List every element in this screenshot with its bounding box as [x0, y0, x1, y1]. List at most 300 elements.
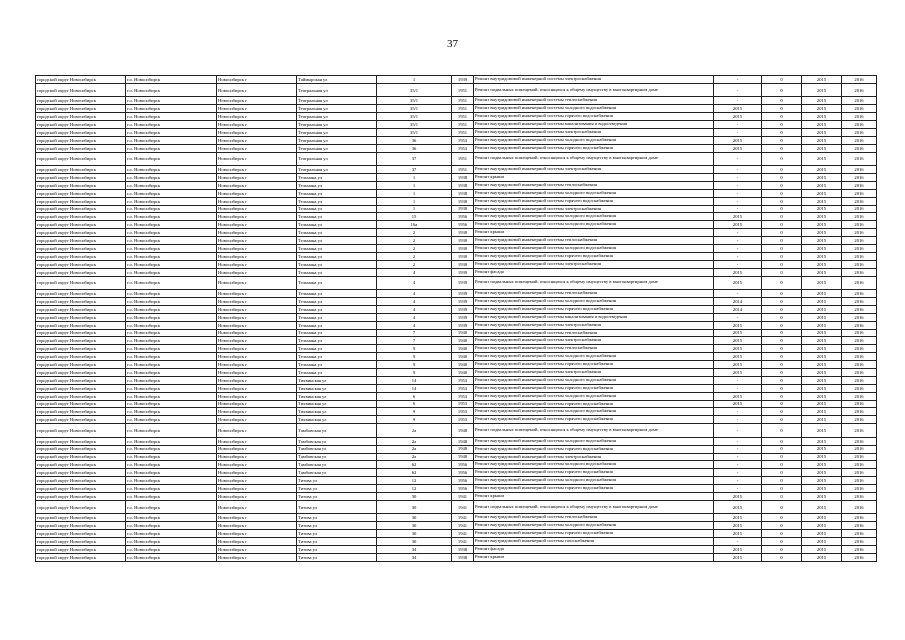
work-type-cell: Ремонт внутридомовой инженерной системы холодного водоснабжения	[474, 213, 714, 221]
start-year-cell: 2015	[802, 97, 842, 105]
amount-cell: 0	[762, 416, 802, 424]
build-year-cell: 1941	[452, 530, 474, 538]
plan-year-cell: 2015	[714, 400, 762, 408]
amount-cell: 0	[762, 424, 802, 438]
start-year-cell: 2015	[802, 197, 842, 205]
district-cell: городской округ Новосибирск	[36, 136, 126, 144]
build-year-cell: 1939	[452, 76, 474, 84]
district-cell: городской округ Новосибирск	[36, 174, 126, 182]
build-year-cell: 1940	[452, 353, 474, 361]
street-cell: Театральная ул	[297, 166, 377, 174]
end-year-cell: 2016	[842, 128, 877, 136]
street-cell: Тельмана ул	[297, 245, 377, 253]
end-year-cell: 2016	[842, 252, 877, 260]
city-cell: Новосибирск г	[217, 384, 297, 392]
work-type-cell: Ремонт внутридомовой инженерной системы горячего водоснабжения	[474, 361, 714, 369]
end-year-cell: 2016	[842, 268, 877, 276]
city-cell: Новосибирск г	[217, 197, 297, 205]
end-year-cell: 2016	[842, 530, 877, 538]
table-row	[36, 416, 877, 424]
end-year-cell: 2016	[842, 353, 877, 361]
city-cell: Новосибирск г	[217, 313, 297, 321]
house-number-cell: 35/1	[377, 121, 452, 129]
table-row	[36, 229, 877, 237]
district-cell: городской округ Новосибирск	[36, 221, 126, 229]
street-cell: Тельмана ул	[297, 345, 377, 353]
city-cell: Новосибирск г	[217, 538, 297, 546]
start-year-cell: 2015	[802, 345, 842, 353]
house-number-cell: 6	[377, 400, 452, 408]
start-year-cell: 2015	[802, 437, 842, 445]
start-year-cell: 2015	[802, 445, 842, 453]
district-cell: городской округ Новосибирск	[36, 400, 126, 408]
start-year-cell: 2015	[802, 361, 842, 369]
amount-cell: 0	[762, 321, 802, 329]
end-year-cell: 2016	[842, 97, 877, 105]
house-number-cell: 2а	[377, 453, 452, 461]
city-cell: Новосибирск г	[217, 469, 297, 477]
start-year-cell: 2015	[802, 152, 842, 166]
amount-cell: 0	[762, 553, 802, 561]
municipality-cell: г.о. Новосибирск	[126, 297, 217, 305]
build-year-cell: 1948	[452, 445, 474, 453]
end-year-cell: 2016	[842, 221, 877, 229]
plan-year-cell: -	[714, 313, 762, 321]
build-year-cell: 1951	[452, 128, 474, 136]
build-year-cell: 1941	[452, 522, 474, 530]
district-cell: городской округ Новосибирск	[36, 213, 126, 221]
municipality-cell: г.о. Новосибирск	[126, 361, 217, 369]
plan-year-cell: -	[714, 152, 762, 166]
district-cell: городской округ Новосибирск	[36, 353, 126, 361]
district-cell: городской округ Новосибирск	[36, 252, 126, 260]
end-year-cell: 2016	[842, 197, 877, 205]
build-year-cell: 1956	[452, 477, 474, 485]
district-cell: городской округ Новосибирск	[36, 321, 126, 329]
start-year-cell: 2015	[802, 538, 842, 546]
end-year-cell: 2016	[842, 329, 877, 337]
city-cell: Новосибирск г	[217, 213, 297, 221]
municipality-cell: г.о. Новосибирск	[126, 492, 217, 500]
page-number: 37	[447, 38, 458, 50]
city-cell: Новосибирск г	[217, 136, 297, 144]
house-number-cell: 9	[377, 345, 452, 353]
start-year-cell: 2015	[802, 245, 842, 253]
city-cell: Новосибирск г	[217, 492, 297, 500]
start-year-cell: 2015	[802, 276, 842, 290]
street-cell: Титова ул	[297, 522, 377, 530]
plan-year-cell: 2015	[714, 530, 762, 538]
work-type-cell: Ремонт внутридомовой инженерной системы электроснабжения	[474, 260, 714, 268]
street-cell: Таймырская ул	[297, 76, 377, 84]
work-type-cell: Ремонт внутридомовой инженерной системы горячего водоснабжения	[474, 384, 714, 392]
city-cell: Новосибирск г	[217, 437, 297, 445]
start-year-cell: 2015	[802, 337, 842, 345]
amount-cell: 0	[762, 477, 802, 485]
street-cell: Тельмана ул	[297, 297, 377, 305]
house-number-cell: 7	[377, 329, 452, 337]
plan-year-cell: 2015	[714, 329, 762, 337]
municipality-cell: г.о. Новосибирск	[126, 538, 217, 546]
build-year-cell: 1953	[452, 408, 474, 416]
build-year-cell: 1951	[452, 97, 474, 105]
amount-cell: 0	[762, 469, 802, 477]
end-year-cell: 2016	[842, 181, 877, 189]
street-cell: Тамбовская ул	[297, 424, 377, 438]
street-cell: Тамбовская ул	[297, 445, 377, 453]
amount-cell: 0	[762, 189, 802, 197]
plan-year-cell: 2014	[714, 305, 762, 313]
district-cell: городской округ Новосибирск	[36, 205, 126, 213]
build-year-cell: 1938	[452, 229, 474, 237]
start-year-cell: 2015	[802, 530, 842, 538]
district-cell: городской округ Новосибирск	[36, 105, 126, 113]
start-year-cell: 2015	[802, 268, 842, 276]
amount-cell: 0	[762, 353, 802, 361]
work-type-cell: Ремонт фасада	[474, 545, 714, 553]
amount-cell: 0	[762, 297, 802, 305]
plan-year-cell: -	[714, 290, 762, 298]
city-cell: Новосибирск г	[217, 76, 297, 84]
build-year-cell: 1938	[452, 252, 474, 260]
amount-cell: 0	[762, 361, 802, 369]
street-cell: Тамбовская ул	[297, 437, 377, 445]
end-year-cell: 2016	[842, 469, 877, 477]
district-cell: городской округ Новосибирск	[36, 424, 126, 438]
table-row	[36, 408, 877, 416]
plan-year-cell: -	[714, 174, 762, 182]
city-cell: Новосибирск г	[217, 361, 297, 369]
work-type-cell: Ремонт внутридомовой инженерной системы горячего водоснабжения	[474, 530, 714, 538]
end-year-cell: 2016	[842, 166, 877, 174]
amount-cell: 0	[762, 522, 802, 530]
amount-cell: 0	[762, 453, 802, 461]
amount-cell: 0	[762, 500, 802, 514]
district-cell: городской округ Новосибирск	[36, 113, 126, 121]
end-year-cell: 2016	[842, 376, 877, 384]
table-row	[36, 392, 877, 400]
work-type-cell: Ремонт внутридомовой инженерной системы холодного водоснабжения	[474, 136, 714, 144]
street-cell: Тельмана ул	[297, 305, 377, 313]
street-cell: Тельмана ул	[297, 290, 377, 298]
plan-year-cell: 2015	[714, 321, 762, 329]
table-row	[36, 329, 877, 337]
city-cell: Новосибирск г	[217, 353, 297, 361]
house-number-cell: 6	[377, 392, 452, 400]
district-cell: городской округ Новосибирск	[36, 128, 126, 136]
end-year-cell: 2016	[842, 105, 877, 113]
street-cell: Тельмана ул	[297, 252, 377, 260]
build-year-cell: 1951	[452, 105, 474, 113]
plan-year-cell: 2015	[714, 337, 762, 345]
amount-cell: 0	[762, 408, 802, 416]
amount-cell: 0	[762, 83, 802, 97]
start-year-cell: 2015	[802, 522, 842, 530]
start-year-cell: 2015	[802, 83, 842, 97]
end-year-cell: 2016	[842, 213, 877, 221]
end-year-cell: 2016	[842, 144, 877, 152]
build-year-cell: 1951	[452, 83, 474, 97]
plan-year-cell: -	[714, 477, 762, 485]
house-number-cell: 2а	[377, 445, 452, 453]
amount-cell: 0	[762, 530, 802, 538]
work-type-cell: Ремонт внутридомовой инженерной системы холодного водоснабжения	[474, 297, 714, 305]
house-number-cell: 2а	[377, 424, 452, 438]
house-number-cell: 36	[377, 144, 452, 152]
end-year-cell: 2016	[842, 136, 877, 144]
work-type-cell: Ремонт подвальных помещений, относящихся к общему имуществу в многоквартирном доме	[474, 500, 714, 514]
table-row	[36, 136, 877, 144]
start-year-cell: 2015	[802, 174, 842, 182]
city-cell: Новосибирск г	[217, 260, 297, 268]
house-number-cell: 30	[377, 492, 452, 500]
amount-cell: 0	[762, 538, 802, 546]
table-row	[36, 181, 877, 189]
table-row	[36, 313, 877, 321]
amount-cell: 0	[762, 245, 802, 253]
plan-year-cell: -	[714, 166, 762, 174]
plan-year-cell: -	[714, 424, 762, 438]
house-number-cell: 35/1	[377, 105, 452, 113]
table-row	[36, 166, 877, 174]
city-cell: Новосибирск г	[217, 445, 297, 453]
end-year-cell: 2016	[842, 477, 877, 485]
street-cell: Тельмана ул	[297, 181, 377, 189]
city-cell: Новосибирск г	[217, 174, 297, 182]
end-year-cell: 2016	[842, 345, 877, 353]
city-cell: Новосибирск г	[217, 297, 297, 305]
municipality-cell: г.о. Новосибирск	[126, 384, 217, 392]
work-type-cell: Ремонт внутридомовой инженерной системы холодного водоснабжения	[474, 353, 714, 361]
house-number-cell: 9	[377, 361, 452, 369]
house-number-cell: 30	[377, 500, 452, 514]
end-year-cell: 2016	[842, 400, 877, 408]
amount-cell: 0	[762, 237, 802, 245]
house-number-cell: 12	[377, 477, 452, 485]
plan-year-cell: 2015	[714, 345, 762, 353]
end-year-cell: 2016	[842, 276, 877, 290]
amount-cell: 0	[762, 113, 802, 121]
work-type-cell: Ремонт внутридомовой инженерной системы электроснабжения	[474, 453, 714, 461]
table-row	[36, 376, 877, 384]
municipality-cell: г.о. Новосибирск	[126, 213, 217, 221]
end-year-cell: 2016	[842, 83, 877, 97]
build-year-cell: 1951	[452, 166, 474, 174]
house-number-cell: 1	[377, 189, 452, 197]
city-cell: Новосибирск г	[217, 144, 297, 152]
street-cell: Тихвинская ул	[297, 376, 377, 384]
start-year-cell: 2015	[802, 260, 842, 268]
city-cell: Новосибирск г	[217, 113, 297, 121]
table-row	[36, 545, 877, 553]
work-type-cell: Ремонт внутридомовой инженерной системы электроснабжения	[474, 76, 714, 84]
amount-cell: 0	[762, 268, 802, 276]
city-cell: Новосибирск г	[217, 290, 297, 298]
municipality-cell: г.о. Новосибирск	[126, 437, 217, 445]
build-year-cell: 1940	[452, 345, 474, 353]
city-cell: Новосибирск г	[217, 522, 297, 530]
house-number-cell: 1	[377, 174, 452, 182]
municipality-cell: г.о. Новосибирск	[126, 416, 217, 424]
city-cell: Новосибирск г	[217, 369, 297, 377]
house-number-cell: 9	[377, 408, 452, 416]
municipality-cell: г.о. Новосибирск	[126, 392, 217, 400]
work-type-cell: Ремонт подвальных помещений, относящихся к общему имуществу в многоквартирном доме	[474, 83, 714, 97]
table-row	[36, 461, 877, 469]
municipality-cell: г.о. Новосибирск	[126, 321, 217, 329]
municipality-cell: г.о. Новосибирск	[126, 83, 217, 97]
street-cell: Театральная ул	[297, 136, 377, 144]
work-type-cell: Ремонт внутридомовой инженерной системы канализования и водоотведения	[474, 121, 714, 129]
work-type-cell: Ремонт внутридомовой инженерной системы канализования и водоотведения	[474, 313, 714, 321]
district-cell: городской округ Новосибирск	[36, 384, 126, 392]
build-year-cell: 1951	[452, 113, 474, 121]
district-cell: городской округ Новосибирск	[36, 553, 126, 561]
plan-year-cell: 2015	[714, 221, 762, 229]
district-cell: городской округ Новосибирск	[36, 530, 126, 538]
work-type-cell: Ремонт крыши	[474, 553, 714, 561]
end-year-cell: 2016	[842, 384, 877, 392]
city-cell: Новосибирск г	[217, 453, 297, 461]
work-type-cell: Ремонт внутридомовой инженерной системы холодного водоснабжения	[474, 437, 714, 445]
amount-cell: 0	[762, 260, 802, 268]
start-year-cell: 2015	[802, 144, 842, 152]
table-row	[36, 538, 877, 546]
work-type-cell: Ремонт внутридомовой инженерной системы холодного водоснабжения	[474, 245, 714, 253]
municipality-cell: г.о. Новосибирск	[126, 329, 217, 337]
table-row	[36, 97, 877, 105]
municipality-cell: г.о. Новосибирск	[126, 189, 217, 197]
end-year-cell: 2016	[842, 189, 877, 197]
build-year-cell: 1938	[452, 553, 474, 561]
street-cell: Тельмана ул	[297, 321, 377, 329]
house-number-cell: 2	[377, 252, 452, 260]
municipality-cell: г.о. Новосибирск	[126, 369, 217, 377]
table-row	[36, 514, 877, 522]
city-cell: Новосибирск г	[217, 345, 297, 353]
municipality-cell: г.о. Новосибирск	[126, 553, 217, 561]
start-year-cell: 2015	[802, 252, 842, 260]
plan-year-cell: -	[714, 181, 762, 189]
amount-cell: 0	[762, 514, 802, 522]
district-cell: городской округ Новосибирск	[36, 337, 126, 345]
build-year-cell: 1939	[452, 268, 474, 276]
amount-cell: 0	[762, 313, 802, 321]
house-number-cell: 2	[377, 237, 452, 245]
house-number-cell: 2а	[377, 437, 452, 445]
table-row	[36, 305, 877, 313]
district-cell: городской округ Новосибирск	[36, 538, 126, 546]
start-year-cell: 2015	[802, 392, 842, 400]
municipality-cell: г.о. Новосибирск	[126, 477, 217, 485]
start-year-cell: 2015	[802, 461, 842, 469]
work-type-cell: Ремонт крыши	[474, 229, 714, 237]
district-cell: городской округ Новосибирск	[36, 305, 126, 313]
street-cell: Тельмана ул	[297, 197, 377, 205]
table-row	[36, 492, 877, 500]
city-cell: Новосибирск г	[217, 500, 297, 514]
start-year-cell: 2015	[802, 297, 842, 305]
work-type-cell: Ремонт внутридомовой инженерной системы теплоснабжения	[474, 514, 714, 522]
city-cell: Новосибирск г	[217, 229, 297, 237]
district-cell: городской округ Новосибирск	[36, 290, 126, 298]
work-type-cell: Ремонт внутридомовой инженерной системы горячего водоснабжения	[474, 305, 714, 313]
street-cell: Титова ул	[297, 545, 377, 553]
start-year-cell: 2015	[802, 485, 842, 493]
city-cell: Новосибирск г	[217, 221, 297, 229]
plan-year-cell: -	[714, 376, 762, 384]
end-year-cell: 2016	[842, 538, 877, 546]
plan-year-cell: 2015	[714, 522, 762, 530]
build-year-cell: 1948	[452, 453, 474, 461]
municipality-cell: г.о. Новосибирск	[126, 376, 217, 384]
street-cell: Театральная ул	[297, 105, 377, 113]
repair-schedule-table	[35, 75, 877, 562]
build-year-cell: 1938	[452, 197, 474, 205]
street-cell: Тельмана ул	[297, 313, 377, 321]
table-row	[36, 113, 877, 121]
table-row	[36, 205, 877, 213]
end-year-cell: 2016	[842, 174, 877, 182]
amount-cell: 0	[762, 376, 802, 384]
amount-cell: 0	[762, 152, 802, 166]
street-cell: Театральная ул	[297, 121, 377, 129]
build-year-cell: 1938	[452, 260, 474, 268]
amount-cell: 0	[762, 290, 802, 298]
plan-year-cell: -	[714, 469, 762, 477]
amount-cell: 0	[762, 437, 802, 445]
table-row	[36, 400, 877, 408]
district-cell: городской округ Новосибирск	[36, 166, 126, 174]
work-type-cell: Ремонт внутридомовой инженерной системы холодного водоснабжения	[474, 221, 714, 229]
city-cell: Новосибирск г	[217, 245, 297, 253]
amount-cell: 0	[762, 392, 802, 400]
work-type-cell: Ремонт внутридомовой инженерной системы холодного водоснабжения	[474, 477, 714, 485]
municipality-cell: г.о. Новосибирск	[126, 97, 217, 105]
house-number-cell: 4	[377, 313, 452, 321]
street-cell: Театральная ул	[297, 113, 377, 121]
table-row	[36, 369, 877, 377]
municipality-cell: г.о. Новосибирск	[126, 453, 217, 461]
start-year-cell: 2015	[802, 189, 842, 197]
house-number-cell: 35/1	[377, 128, 452, 136]
build-year-cell: 1939	[452, 313, 474, 321]
table-row	[36, 445, 877, 453]
start-year-cell: 2015	[802, 229, 842, 237]
municipality-cell: г.о. Новосибирск	[126, 408, 217, 416]
start-year-cell: 2015	[802, 213, 842, 221]
district-cell: городской округ Новосибирск	[36, 245, 126, 253]
table-row	[36, 260, 877, 268]
city-cell: Новосибирск г	[217, 83, 297, 97]
table-row	[36, 437, 877, 445]
table-row	[36, 105, 877, 113]
start-year-cell: 2015	[802, 424, 842, 438]
municipality-cell: г.о. Новосибирск	[126, 76, 217, 84]
end-year-cell: 2016	[842, 369, 877, 377]
plan-year-cell: -	[714, 252, 762, 260]
city-cell: Новосибирск г	[217, 376, 297, 384]
municipality-cell: г.о. Новосибирск	[126, 545, 217, 553]
district-cell: городской округ Новосибирск	[36, 408, 126, 416]
build-year-cell: 1938	[452, 545, 474, 553]
plan-year-cell: 2015	[714, 213, 762, 221]
end-year-cell: 2016	[842, 229, 877, 237]
start-year-cell: 2015	[802, 128, 842, 136]
amount-cell: 0	[762, 144, 802, 152]
work-type-cell: Ремонт внутридомовой инженерной системы холодного водоснабжения	[474, 189, 714, 197]
start-year-cell: 2015	[802, 329, 842, 337]
